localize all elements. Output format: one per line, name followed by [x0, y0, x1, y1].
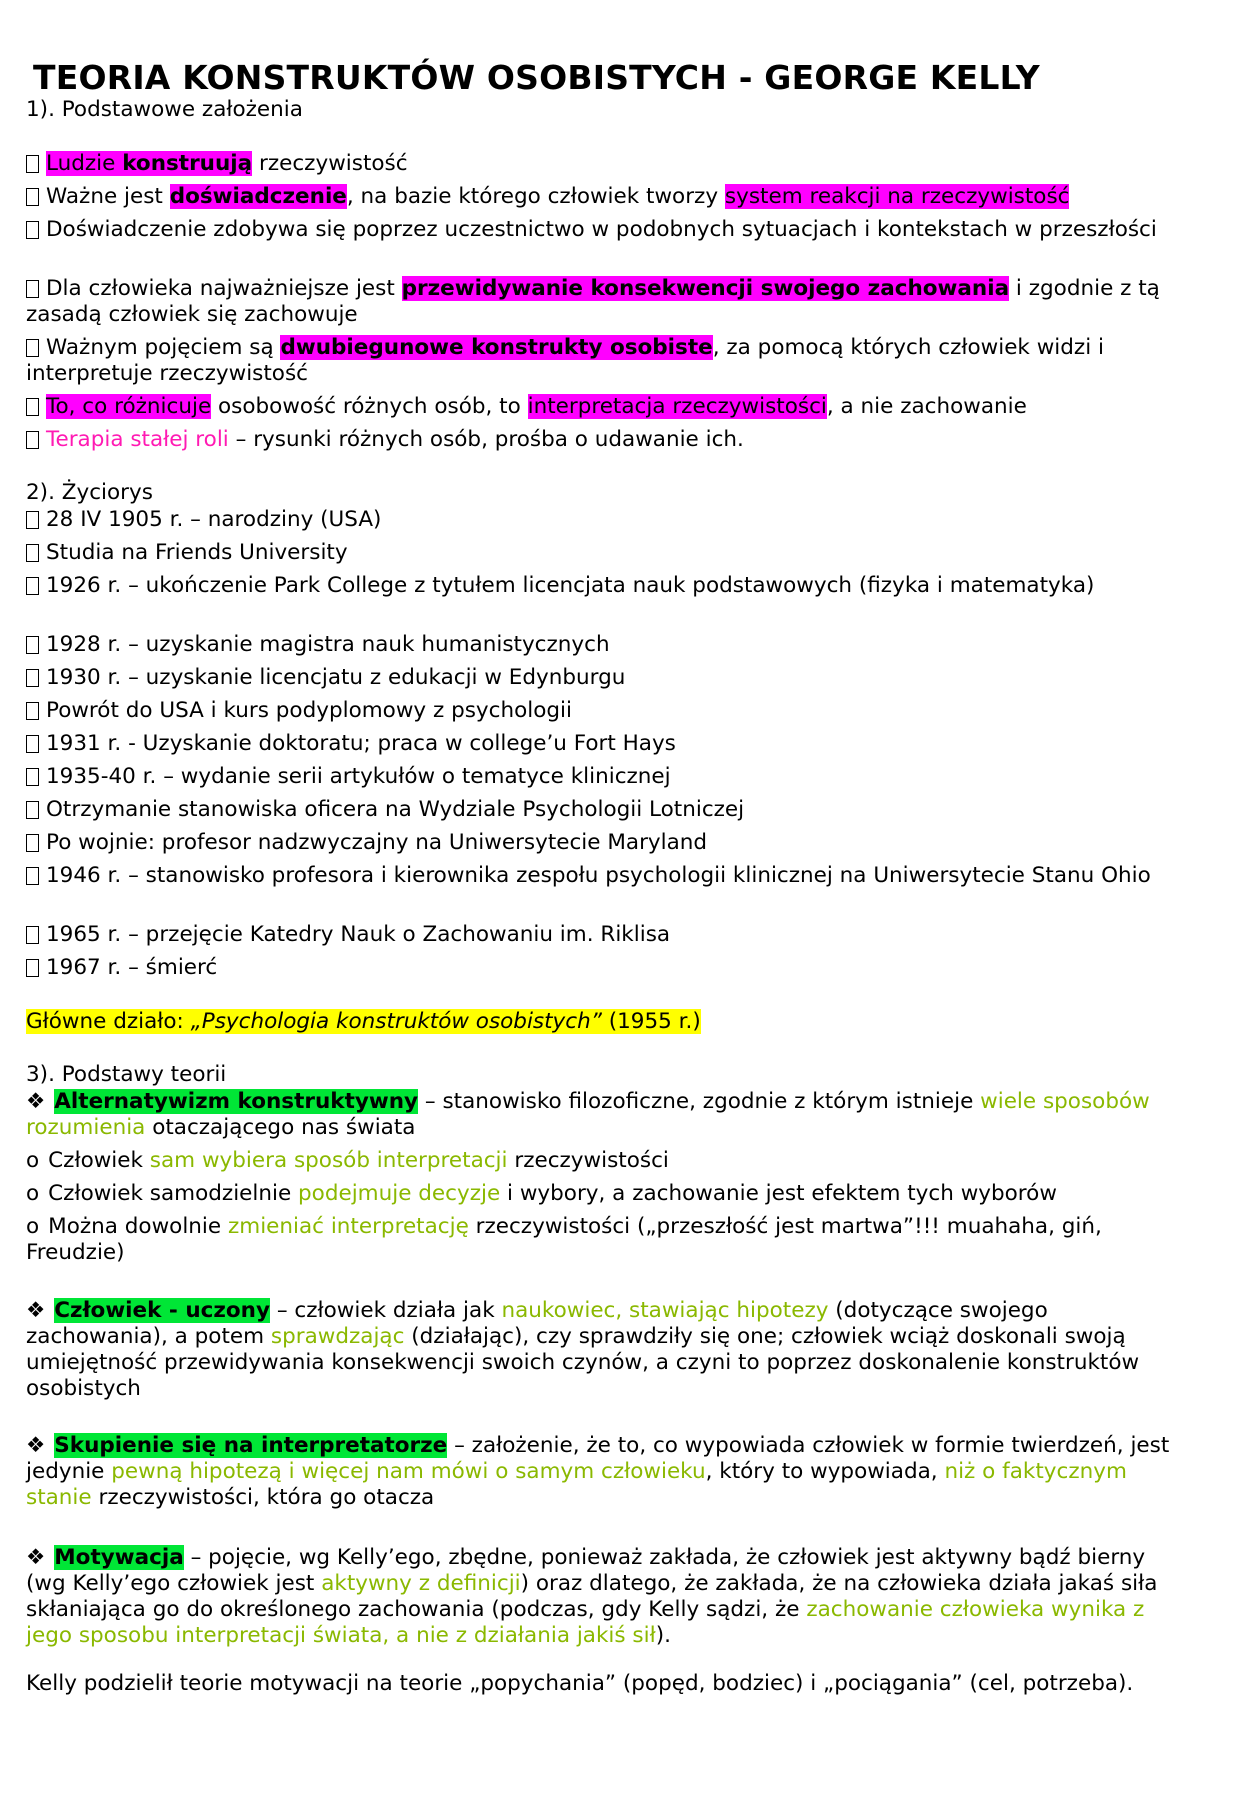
diamond-bullet-icon: ❖: [26, 1433, 46, 1458]
bio-item: Studia na Friends University: [26, 540, 1216, 566]
bio-item: 1967 r. – śmierć: [26, 955, 1216, 981]
bio-item: Powrót do USA i kurs podyplomowy z psychologii: [26, 698, 1216, 724]
checkbox-icon: [26, 926, 39, 944]
theory-point: ❖ Skupienie się na interpretatorze – założenie, że to, co wypowiada człowiek w formie twierdzeń, jest jedynie pewną hipotezą i więcej nam mówi o samym człowieku, który to wypowiada, niż o faktycznym stanie rzeczywistości, która go otacza: [26, 1433, 1170, 1510]
bullet-item: Terapia stałej roli – rysunki różnych osób, prośba o udawanie ich.: [26, 427, 1216, 453]
theory-point: ❖ Motywacja – pojęcie, wg Kelly’ego, zbędne, ponieważ zakłada, że człowiek jest aktywny bądź bierny (wg Kelly’ego człowiek jest aktywny z definicji) oraz dlatego, że zakłada, że na człowieka działa jakaś siła skłaniająca go do określonego zachowania (podczas, gdy Kelly sądzi, że zachowanie człowieka wynika z jego sposobu interpretacji świata, a nie z działania jakiś sił).: [26, 1545, 1158, 1648]
bullet-item: Ważne jest doświadczenie, na bazie którego człowiek tworzy system reakcji na rzeczywistość: [26, 184, 1216, 210]
bio-item: 1931 r. - Uzyskanie doktoratu; praca w college’u Fort Hays: [26, 731, 1216, 757]
circle-bullet-icon: o: [26, 1181, 40, 1206]
bio-item: Po wojnie: profesor nadzwyczajny na Uniwersytecie Maryland: [26, 830, 1216, 856]
checkbox-icon: [26, 155, 39, 173]
checkbox-icon: [26, 431, 39, 449]
sub-point: o Można dowolnie zmieniać interpretację rzeczywistości („przeszłość jest martwa”!!! muahaha, giń, Freudzie): [26, 1214, 1102, 1265]
bullet-item: Dla człowieka najważniejsze jest przewidywanie konsekwencji swojego zachowania i zgodnie z tą zasadą człowiek się zachowuje: [26, 276, 1160, 327]
checkbox-icon: [26, 834, 39, 852]
bullet-item: Ważnym pojęciem są dwubiegunowe konstrukty osobiste, za pomocą których człowiek widzi i interpretuje rzeczywistość: [26, 335, 1104, 386]
bio-item: 1946 r. – stanowisko profesora i kierownika zespołu psychologii klinicznej na Uniwersytecie Stanu Ohio: [26, 863, 1171, 889]
bio-item: Otrzymanie stanowiska oficera na Wydziale Psychologii Lotniczej: [26, 797, 1216, 823]
bio-item: 1965 r. – przejęcie Katedry Nauk o Zachowaniu im. Riklisa: [26, 922, 1216, 948]
checkbox-icon: [26, 221, 39, 239]
bio-item: 1930 r. – uzyskanie licencjatu z edukacji w Edynburgu: [26, 665, 1216, 691]
checkbox-icon: [26, 702, 39, 720]
theory-point: ❖ Alternatywizm konstruktywny – stanowisko filozoficzne, zgodnie z którym istnieje wiele sposobów rozumienia otaczającego nas świata: [26, 1089, 1150, 1140]
checkbox-icon: [26, 339, 39, 357]
highlight-yellow: Główne działo: „Psychologia konstruktów osobistych” (1955 r.): [26, 1009, 701, 1034]
checkbox-icon: [26, 511, 39, 529]
bio-item: 1935-40 r. – wydanie serii artykułów o tematyce klinicznej: [26, 764, 1216, 790]
bio-item: 1926 r. – ukończenie Park College z tytułem licencjata nauk podstawowych (fizyka i matematyka): [26, 573, 1171, 599]
checkbox-icon: [26, 544, 39, 562]
section-2-heading: 2). Życiorys: [26, 480, 153, 505]
checkbox-icon: [26, 768, 39, 786]
checkbox-icon: [26, 636, 39, 654]
theory-point: ❖ Człowiek - uczony – człowiek działa jak naukowiec, stawiając hipotezy (dotyczące swojego zachowania), a potem sprawdzając (działając), czy sprawdziły się one; człowiek wciąż doskonali swoją umiejętność przewidywania konsekwencji swoich czynów, a czyni to poprzez doskonalenie konstruktów osobistych: [26, 1298, 1140, 1401]
checkbox-icon: [26, 959, 39, 977]
sub-point: o Człowiek sam wybiera sposób interpretacji rzeczywistości: [26, 1148, 669, 1173]
section-3-heading: 3). Podstawy teorii: [26, 1062, 227, 1087]
final-paragraph: Kelly podzielił teorie motywacji na teorie „popychania” (popęd, bodziec) i „pociągania” (cel, potrzeba).: [26, 1671, 1134, 1696]
sub-point: o Człowiek samodzielnie podejmuje decyzje i wybory, a zachowanie jest efektem tych wyborów: [26, 1181, 1057, 1206]
bullet-item: Doświadczenie zdobywa się poprzez uczestnictwo w podobnych sytuacjach i kontekstach w przeszłości: [26, 217, 1171, 243]
checkbox-icon: [26, 669, 39, 687]
main-work-line: [26, 1009, 1216, 1035]
checkbox-icon: [26, 188, 39, 206]
document-title: TEORIA KONSTRUKTÓW OSOBISTYCH - GEORGE KELLY: [33, 58, 1040, 97]
checkbox-icon: [26, 867, 39, 885]
diamond-bullet-icon: ❖: [26, 1089, 46, 1114]
checkbox-icon: [26, 801, 39, 819]
bio-item: 28 IV 1905 r. – narodziny (USA): [26, 507, 1216, 533]
bio-item: 1928 r. – uzyskanie magistra nauk humanistycznych: [26, 632, 1216, 658]
checkbox-icon: [26, 280, 39, 298]
checkbox-icon: [26, 398, 39, 416]
bullet-item: To, co różnicuje osobowość różnych osób, to interpretacja rzeczywistości, a nie zachowanie: [26, 394, 1216, 420]
checkbox-icon: [26, 577, 39, 595]
checkbox-icon: [26, 735, 39, 753]
circle-bullet-icon: o: [26, 1148, 40, 1173]
diamond-bullet-icon: ❖: [26, 1298, 46, 1323]
highlight-magenta: Ludzie konstruują: [46, 151, 253, 176]
diamond-bullet-icon: ❖: [26, 1545, 46, 1570]
circle-bullet-icon: o: [26, 1214, 40, 1239]
section-1-heading: 1). Podstawowe założenia: [26, 97, 303, 122]
bullet-item: Ludzie konstruują rzeczywistość: [26, 151, 1216, 177]
